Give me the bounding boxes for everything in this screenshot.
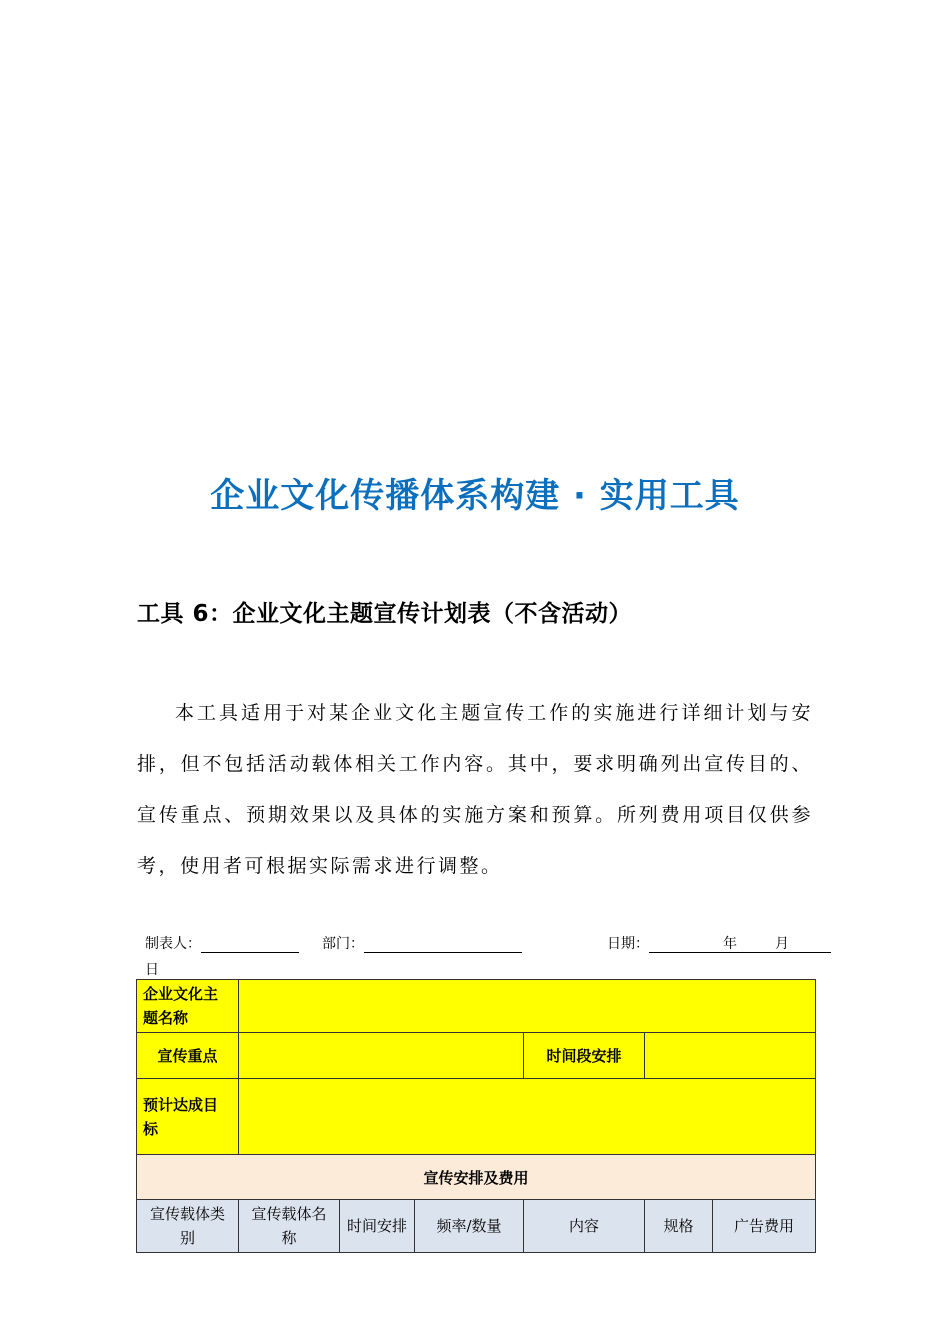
period-input[interactable]	[645, 1033, 816, 1079]
goal-input[interactable]	[239, 1079, 816, 1155]
dept-field	[322, 933, 522, 953]
focus-label: 宣传重点	[137, 1033, 239, 1079]
month-label: 月	[775, 936, 789, 952]
maker-label: 制表人：	[145, 936, 201, 952]
theme-name-input[interactable]	[239, 980, 816, 1033]
date-blank[interactable]	[649, 938, 831, 953]
period-label: 时间段安排	[524, 1033, 645, 1079]
focus-input[interactable]	[239, 1033, 524, 1079]
maker-blank[interactable]	[201, 938, 299, 953]
maker-field	[145, 933, 299, 953]
goal-label: 预计达成目标	[137, 1079, 239, 1155]
column-header: 频率/数量	[415, 1200, 524, 1253]
column-header: 宣传载体类别	[137, 1200, 239, 1253]
dept-label: 部门：	[322, 936, 364, 952]
column-header: 规格	[645, 1200, 713, 1253]
date-field	[607, 933, 831, 953]
column-header: 宣传载体名称	[239, 1200, 340, 1253]
year-label: 年	[723, 936, 737, 952]
column-header: 内容	[524, 1200, 645, 1253]
column-header: 时间安排	[340, 1200, 415, 1253]
date-label: 日期：	[607, 936, 649, 952]
page-title: 企业文化传播体系构建 · 实用工具	[210, 476, 740, 516]
intro-paragraph: 本工具适用于对某企业文化主题宣传工作的实施进行详细计划与安排，但不包括活动载体相关工作内容。其中，要求明确列出宣传目的、宣传重点、预期效果以及具体的实施方案和预算。所列费用项目仅供参考，使用者可根据实际需求进行调整。	[137, 702, 813, 877]
theme-name-label: 企业文化主题名称	[137, 980, 239, 1033]
dept-blank[interactable]	[364, 938, 522, 953]
tool-title: 工具 6：企业文化主题宣传计划表（不含活动）	[137, 601, 633, 627]
plan-table	[136, 979, 816, 1253]
day-label: 日	[145, 962, 159, 978]
section-header: 宣传安排及费用	[137, 1155, 816, 1200]
column-header: 广告费用	[713, 1200, 816, 1253]
